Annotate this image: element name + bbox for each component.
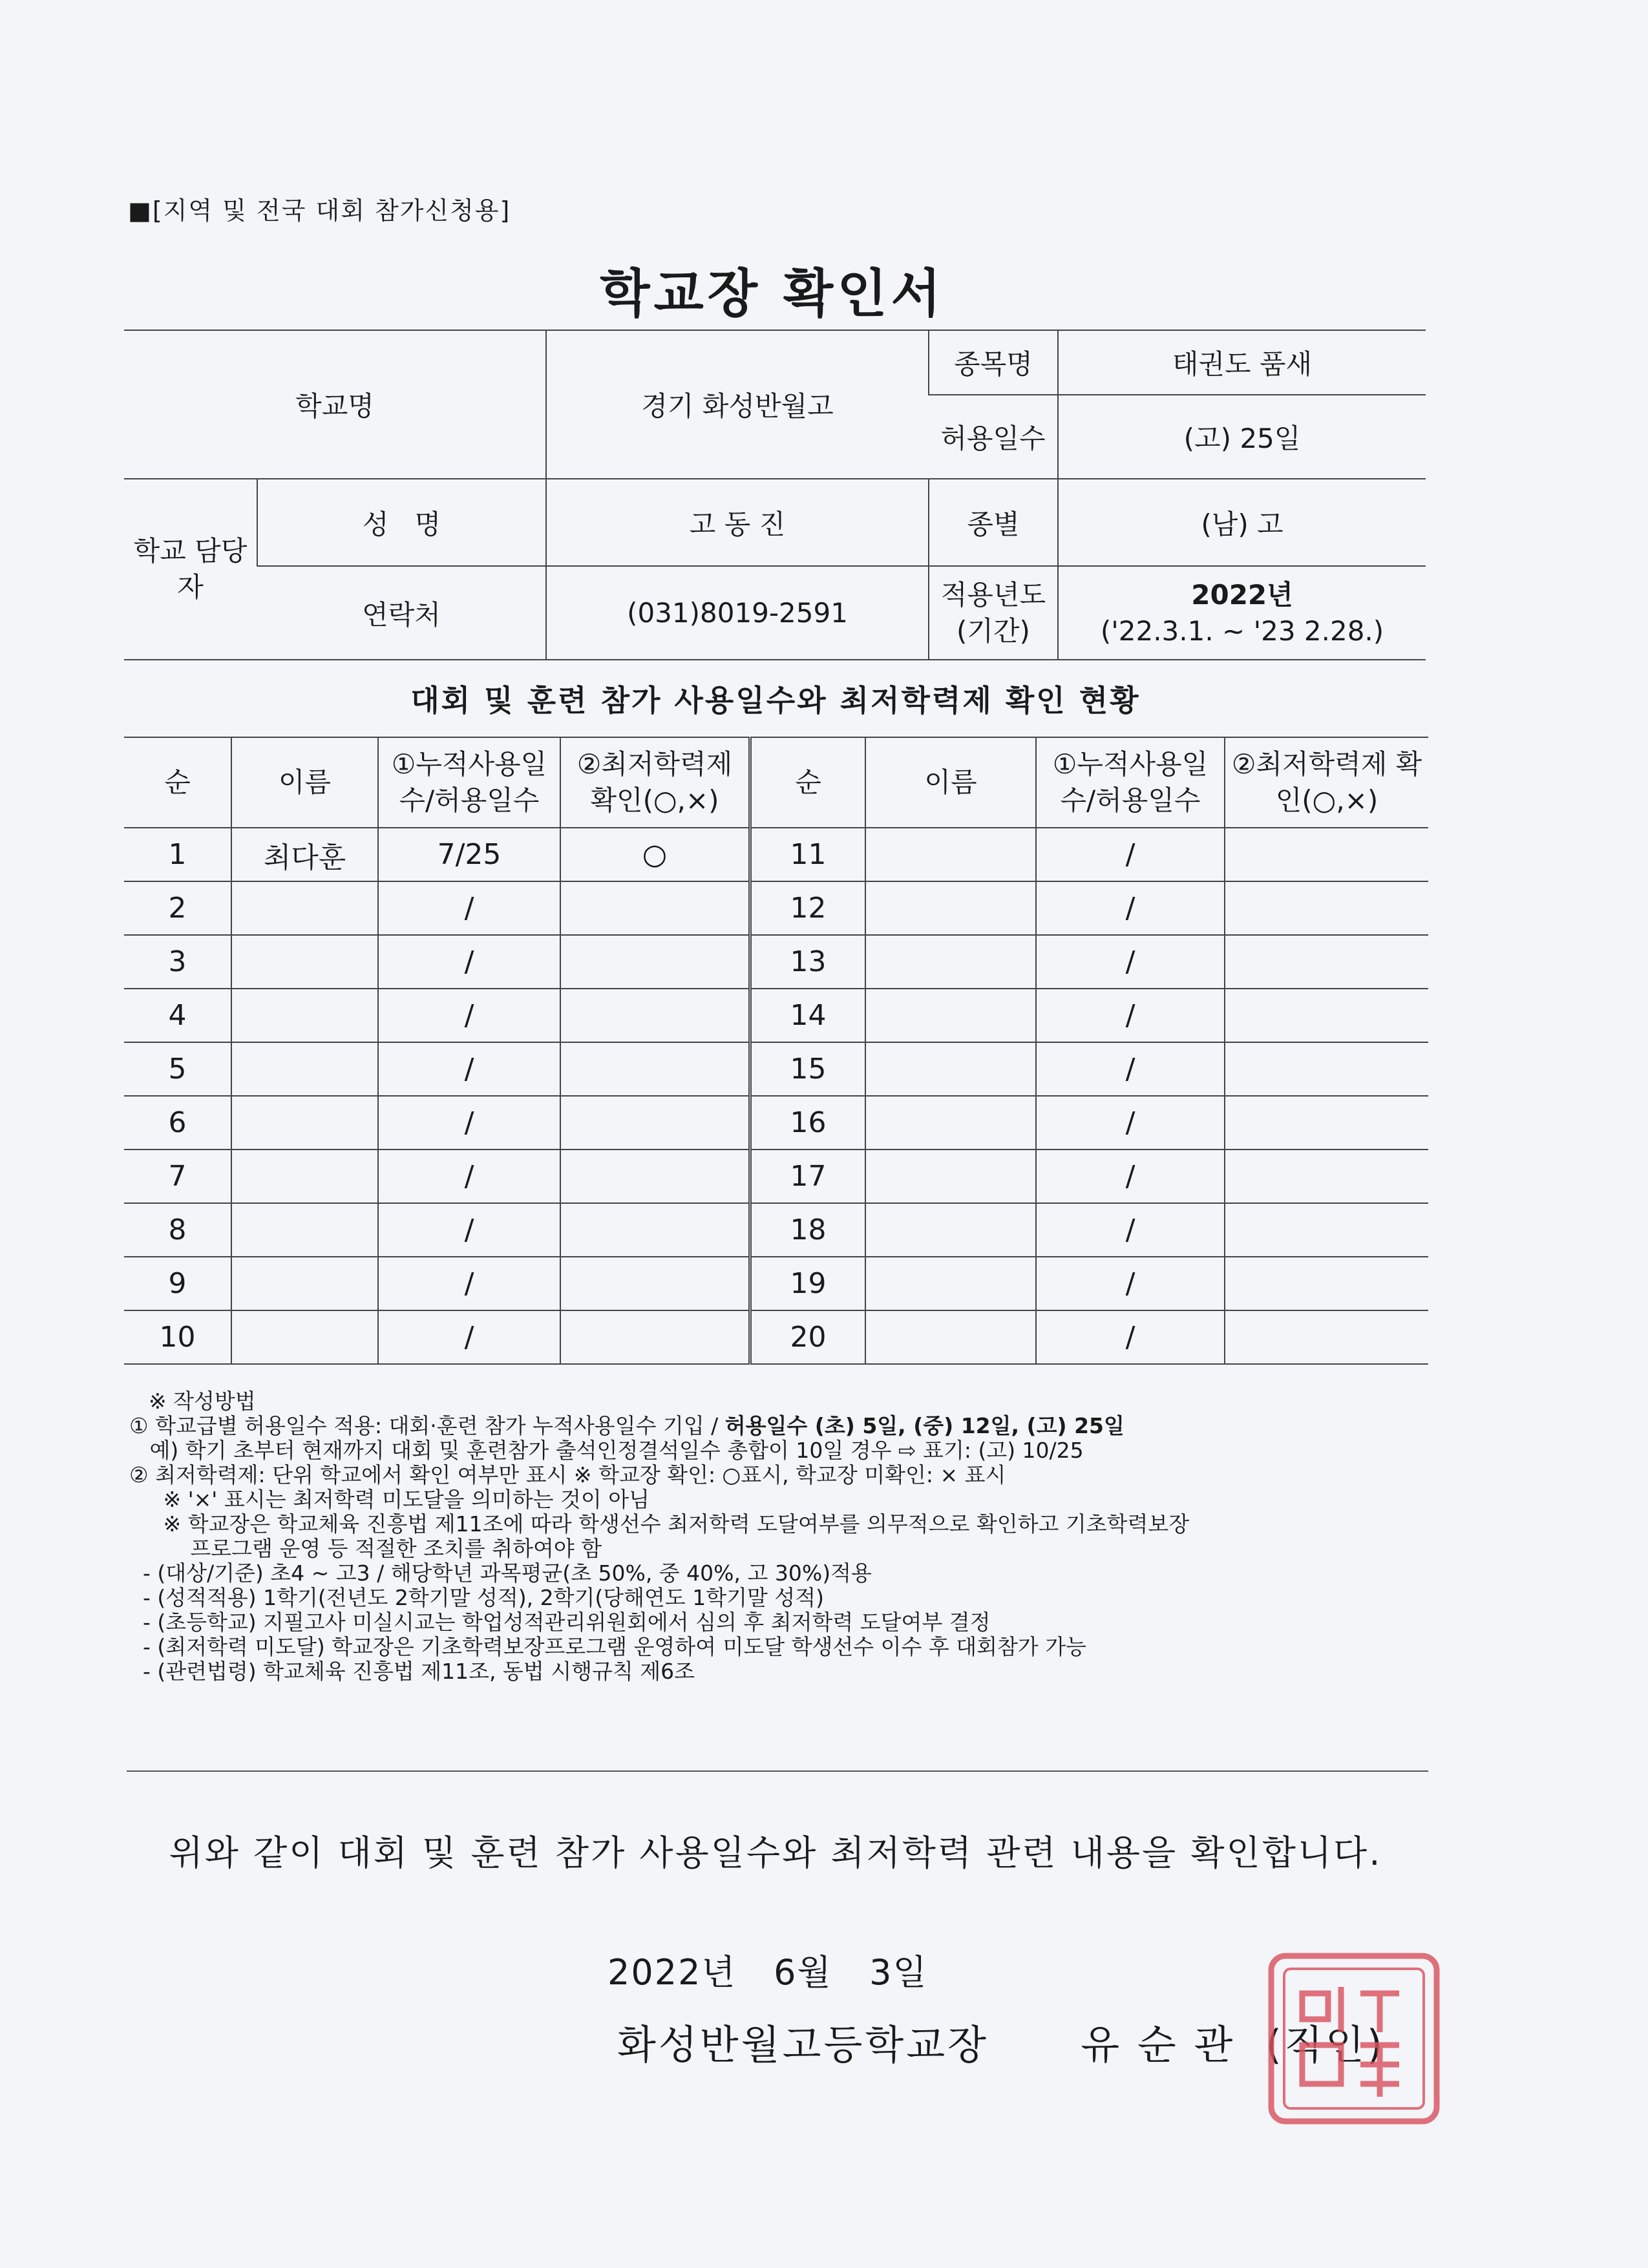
- check-cell: [1225, 1042, 1428, 1096]
- note-line: - (최저학력 미도달) 학교장은 기초학력보장프로그램 운영하여 미도달 학생선수 이수 후 대회참가 가능: [129, 1634, 1087, 1659]
- days-cell: /: [1036, 1096, 1225, 1150]
- header-days-right: ①누적사용일수/허용일수: [1036, 737, 1225, 828]
- signature-line: 화성반월고등학교장 유 순 관 (직인): [617, 2021, 1385, 2068]
- table-row: [124, 828, 1428, 881]
- check-cell: ○: [560, 828, 750, 881]
- header-check-right: ②최저학력제 확인(○,×): [1225, 737, 1428, 828]
- name-cell: [231, 989, 378, 1042]
- issue-date: 2022년 6월 3일: [607, 1952, 928, 1993]
- event-label: 종목명: [929, 330, 1058, 395]
- records-table: [124, 737, 1428, 1365]
- name-cell: [231, 881, 378, 935]
- header-seq-right: 순: [750, 737, 866, 828]
- header-check-left: ②최저학력제 확인(○,×): [560, 737, 750, 828]
- name-cell: [865, 828, 1036, 881]
- seq-cell: 7: [124, 1150, 231, 1203]
- days-cell: /: [378, 1310, 560, 1364]
- check-cell: [560, 1096, 750, 1150]
- name-cell: [865, 1096, 1036, 1150]
- seq-cell: 3: [124, 935, 231, 989]
- instructions: [129, 1389, 1189, 1684]
- school-value: 경기 화성반월고: [546, 330, 929, 479]
- header-name-right: 이름: [865, 737, 1036, 828]
- records-header-row: [124, 737, 1428, 828]
- check-cell: [560, 1042, 750, 1096]
- days-cell: /: [1036, 1310, 1225, 1364]
- check-cell: [1225, 989, 1428, 1042]
- seq-cell: 18: [750, 1203, 866, 1257]
- info-table: [124, 330, 1426, 660]
- days-cell: /: [1036, 1042, 1225, 1096]
- contact-value: (031)8019-2591: [546, 566, 929, 660]
- check-cell: [560, 1310, 750, 1364]
- header-days-left: ①누적사용일수/허용일수: [378, 737, 560, 828]
- check-cell: [1225, 1150, 1428, 1203]
- note-line: 프로그램 운영 등 적절한 조치를 취하여야 함: [129, 1536, 602, 1561]
- year-value: 2022년: [1191, 578, 1293, 611]
- name-cell: [231, 1042, 378, 1096]
- records-title: 대회 및 훈련 참가 사용일수와 최저학력제 확인 현황: [410, 683, 1141, 718]
- check-cell: [1225, 1096, 1428, 1150]
- note-line: - (초등학교) 지필고사 미실시교는 학업성적관리위원회에서 심의 후 최저학력 도달여부 결정: [129, 1610, 991, 1635]
- check-cell: [1225, 881, 1428, 935]
- note-allowed-days: 허용일수 (초) 5일, (중) 12일, (고) 25일: [724, 1413, 1125, 1438]
- name-cell: [231, 935, 378, 989]
- allowed-days-value: (고) 25일: [1058, 395, 1426, 479]
- seq-cell: 6: [124, 1096, 231, 1150]
- name-cell: [865, 1203, 1036, 1257]
- seq-cell: 20: [750, 1310, 866, 1364]
- form-tag: ■[지역 및 전국 대회 참가신청용]: [128, 196, 511, 225]
- note-line: ※ 학교장은 학교체육 진흥법 제11조에 따라 학생선수 최저학력 도달여부를 의무적으로 확인하고 기초학력보장: [129, 1511, 1190, 1537]
- table-row: [124, 1096, 1428, 1150]
- category-label: 종별: [929, 479, 1058, 566]
- check-cell: [560, 1203, 750, 1257]
- name-cell: [865, 1150, 1036, 1203]
- confirmation-statement: 위와 같이 대회 및 훈련 참가 사용일수와 최저학력 관련 내용을 확인합니다.: [169, 1832, 1382, 1873]
- name-cell: [865, 935, 1036, 989]
- table-row: [124, 1257, 1428, 1310]
- event-value: 태권도 품새: [1058, 330, 1426, 395]
- seq-cell: 2: [124, 881, 231, 935]
- name-cell: [865, 1257, 1036, 1310]
- name-cell: [231, 1096, 378, 1150]
- note-line: ② 최저학력제: 단위 학교에서 확인 여부만 표시 ※ 학교장 확인: ○표시, 학교장 미확인: × 표시: [129, 1462, 1006, 1487]
- name-cell: [865, 1042, 1036, 1096]
- table-row: [124, 1310, 1428, 1364]
- days-cell: /: [378, 989, 560, 1042]
- seq-cell: 5: [124, 1042, 231, 1096]
- note-line: 예) 학기 초부터 현재까지 대회 및 훈련참가 출석인정결석일수 총합이 10일 경우 ⇨ 표기: (고) 10/25: [129, 1438, 1084, 1463]
- check-cell: [560, 1150, 750, 1203]
- notes-heading: ※ 작성방법: [149, 1389, 256, 1414]
- seq-cell: 8: [124, 1203, 231, 1257]
- seq-cell: 10: [124, 1310, 231, 1364]
- seq-cell: 1: [124, 828, 231, 881]
- note-line: ※ '×' 표시는 최저학력 미도달을 의미하는 것이 아님: [129, 1487, 650, 1512]
- document-title: 학교장 확인서: [600, 264, 945, 324]
- check-cell: [560, 881, 750, 935]
- days-cell: /: [378, 935, 560, 989]
- table-row: [124, 1203, 1428, 1257]
- days-cell: /: [1036, 1150, 1225, 1203]
- seq-cell: 19: [750, 1257, 866, 1310]
- table-row: [124, 1042, 1428, 1096]
- divider: [127, 1770, 1428, 1772]
- school-seal-icon: [1263, 1948, 1444, 2129]
- days-cell: /: [378, 1042, 560, 1096]
- days-cell: /: [1036, 881, 1225, 935]
- name-cell: [231, 1310, 378, 1364]
- check-cell: [560, 989, 750, 1042]
- check-cell: [1225, 1257, 1428, 1310]
- name-cell: [231, 1203, 378, 1257]
- note-line: - (대상/기준) 초4 ~ 고3 / 해당학년 과목평균(초 50%, 중 40%, 고 30%)적용: [129, 1560, 872, 1586]
- table-row: [124, 881, 1428, 935]
- header-name-left: 이름: [231, 737, 378, 828]
- school-label: 학교명: [124, 330, 546, 479]
- note-line: - (관련법령) 학교체육 진흥법 제11조, 동법 시행규칙 제6조: [129, 1659, 695, 1684]
- check-cell: [1225, 935, 1428, 989]
- seq-cell: 12: [750, 881, 866, 935]
- name-value: 고 동 진: [546, 479, 929, 566]
- seq-cell: 9: [124, 1257, 231, 1310]
- days-cell: /: [1036, 828, 1225, 881]
- table-row: [124, 989, 1428, 1042]
- name-cell: [865, 881, 1036, 935]
- days-cell: /: [1036, 989, 1225, 1042]
- note-line: - (성적적용) 1학기(전년도 2학기말 성적), 2학기(당해연도 1학기말 성적): [129, 1585, 824, 1610]
- seq-cell: 16: [750, 1096, 866, 1150]
- days-cell: /: [378, 1150, 560, 1203]
- name-cell: [231, 1257, 378, 1310]
- allowed-days-label: 허용일수: [929, 395, 1058, 479]
- table-row: [124, 1150, 1428, 1203]
- category-value: (남) 고: [1058, 479, 1426, 566]
- days-cell: /: [378, 1257, 560, 1310]
- check-cell: [560, 1257, 750, 1310]
- name-cell: [865, 989, 1036, 1042]
- seq-cell: 13: [750, 935, 866, 989]
- note-text: ① 학교급별 허용일수 적용: 대회·훈련 참가 누적사용일수 기입 /: [129, 1413, 725, 1438]
- days-cell: 7/25: [378, 828, 560, 881]
- days-cell: /: [1036, 1257, 1225, 1310]
- check-cell: [560, 935, 750, 989]
- staff-label: 학교 담당자: [124, 479, 257, 660]
- name-cell: [231, 1150, 378, 1203]
- note-line: [129, 1414, 1189, 1438]
- contact-label: 연락처: [257, 566, 546, 660]
- seq-cell: 11: [750, 828, 866, 881]
- year-label: 적용년도 (기간): [929, 566, 1058, 660]
- year-cell: [1058, 566, 1426, 660]
- name-cell: [865, 1310, 1036, 1364]
- seq-cell: 15: [750, 1042, 866, 1096]
- check-cell: [1225, 828, 1428, 881]
- header-seq-left: 순: [124, 737, 231, 828]
- days-cell: /: [378, 1096, 560, 1150]
- name-label: 성 명: [257, 479, 546, 566]
- days-cell: /: [378, 881, 560, 935]
- seq-cell: 4: [124, 989, 231, 1042]
- year-period: ('22.3.1. ~ '23 2.28.): [1100, 614, 1384, 647]
- seq-cell: 14: [750, 989, 866, 1042]
- check-cell: [1225, 1203, 1428, 1257]
- check-cell: [1225, 1310, 1428, 1364]
- name-cell: 최다훈: [231, 828, 378, 881]
- days-cell: /: [1036, 1203, 1225, 1257]
- table-row: [124, 935, 1428, 989]
- days-cell: /: [378, 1203, 560, 1257]
- days-cell: /: [1036, 935, 1225, 989]
- seq-cell: 17: [750, 1150, 866, 1203]
